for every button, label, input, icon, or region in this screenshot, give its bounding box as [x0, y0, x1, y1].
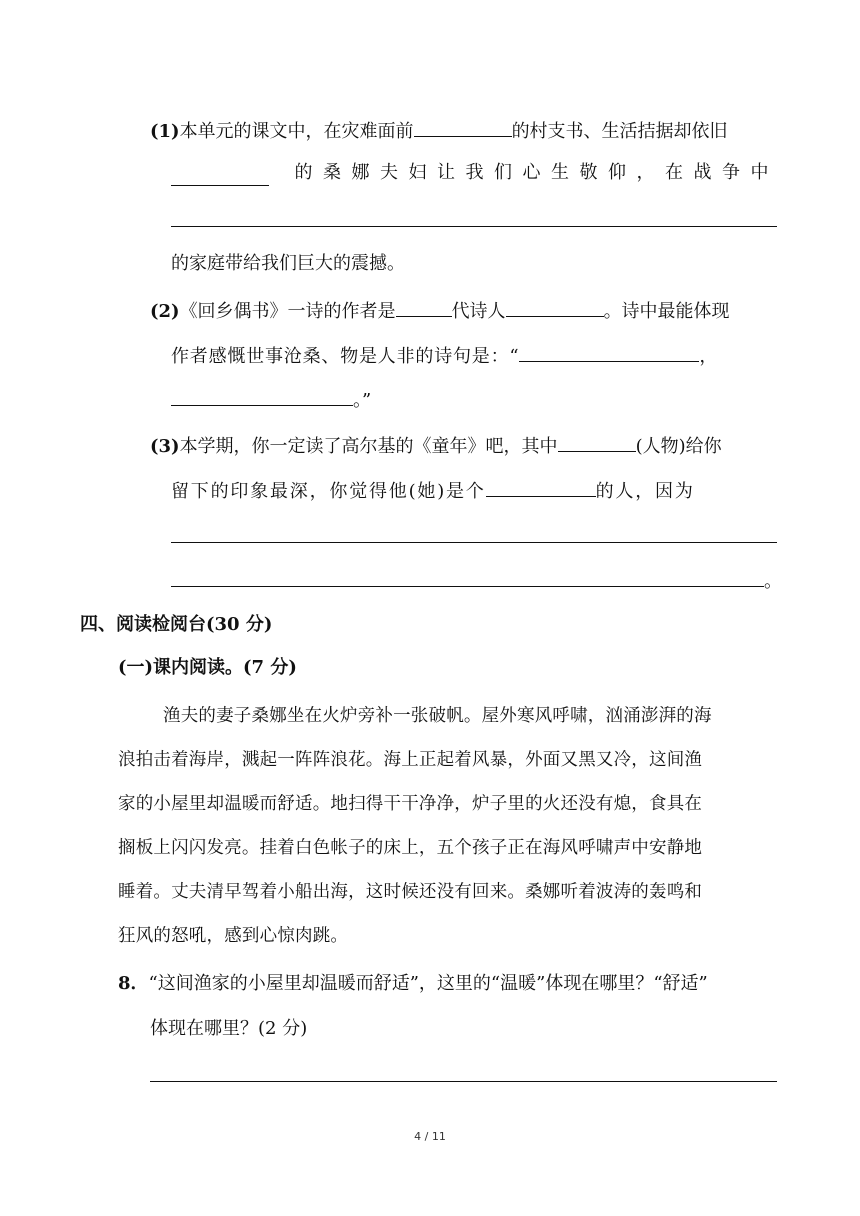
q2-blank-verse-2[interactable]	[171, 385, 353, 406]
subsection-title: (一)课内阅读。(7 分)	[118, 657, 297, 678]
q3-blank-character[interactable]	[558, 431, 636, 452]
q8-line-1	[118, 971, 708, 997]
q2-line-3	[171, 385, 371, 414]
q2-text-6: 。”	[353, 390, 372, 411]
passage-line-2: 浪拍击着海岸，溅起一阵阵浪花。海上正起着风暴，外面又黑又冷，这间渔	[118, 750, 703, 770]
q2-text-5: ，	[699, 346, 718, 367]
q3-line-1	[150, 431, 722, 460]
passage-line-4: 搁板上闪闪发亮。挂着白色帐子的床上，五个孩子正在海风呼啸声中安静地	[118, 838, 703, 858]
q3-text-1: 本学期，你一定读了高尔基的《童年》吧，其中	[179, 436, 558, 457]
q2-blank-poet[interactable]	[506, 296, 604, 317]
q2-blank-verse-1[interactable]	[519, 341, 699, 362]
q2-text-1: 《回乡偶书》一诗的作者是	[179, 301, 396, 322]
q1-line-4: 的家庭带给我们巨大的震撼。	[171, 253, 405, 274]
section-title: 四、阅读检阅台(30 分)	[80, 614, 273, 635]
passage-line-5: 睡着。丈夫清早驾着小船出海，这时候还没有回来。桑娜听着波涛的轰鸣和	[118, 882, 703, 902]
q1-line-2	[171, 160, 779, 186]
q3-text-5: 。	[764, 571, 782, 592]
q3-blank-reason-1[interactable]	[171, 542, 777, 543]
q1-line-1	[150, 116, 728, 145]
q8-text-1: “这间渔家的小屋里却温暖而舒适”，这里的“温暖”体现在哪里？“舒适”	[148, 973, 708, 994]
q8-line-2: 体现在哪里？(2 分)	[150, 1018, 308, 1039]
q3-blank-reason-2[interactable]	[171, 566, 764, 587]
q3-blank-trait[interactable]	[486, 476, 596, 497]
passage-line-6: 狂风的怒吼，感到心惊肉跳。	[118, 926, 349, 946]
passage-line-3: 家的小屋里却温暖而舒适。地扫得干干净净，炉子里的火还没有熄，食具在	[118, 794, 703, 814]
q1-text-3: 的桑娜夫妇让我们心生敬仰，在战争中	[294, 162, 779, 183]
q2-text-2: 代诗人	[451, 301, 506, 322]
q2-line-2	[171, 341, 717, 370]
passage-line-1: 渔夫的妻子桑娜坐在火炉旁补一张破帆。屋外寒风呼啸，汹涌澎湃的海	[163, 706, 712, 726]
q1-text-1: 本单元的课文中，在灾难面前	[179, 121, 414, 142]
q1-blank-3[interactable]	[171, 226, 777, 227]
q3-text-2: (人物)给你	[635, 436, 722, 457]
q8-number: 8．	[118, 973, 149, 994]
q1-blank-2[interactable]	[171, 165, 269, 186]
q3-number: (3)	[150, 436, 180, 457]
q8-answer-line[interactable]	[150, 1081, 777, 1082]
q1-text-2: 的村支书、生活拮据却依旧	[511, 121, 728, 142]
q3-line-4	[171, 566, 782, 595]
q1-blank-1[interactable]	[414, 116, 512, 137]
q3-text-4: 的人，因为	[595, 481, 695, 502]
q3-text-3: 留下的印象最深，你觉得他(她)是个	[171, 481, 486, 502]
q2-text-4: 作者感慨世事沧桑、物是人非的诗句是：“	[171, 346, 520, 367]
q2-number: (2)	[150, 301, 180, 322]
q2-blank-dynasty[interactable]	[396, 296, 452, 317]
q2-text-3: 。诗中最能体现	[603, 301, 730, 322]
q3-line-2	[171, 476, 695, 505]
page-number: 4 / 11	[414, 1130, 446, 1143]
q1-number: (1)	[150, 121, 180, 142]
q2-line-1	[150, 296, 730, 325]
